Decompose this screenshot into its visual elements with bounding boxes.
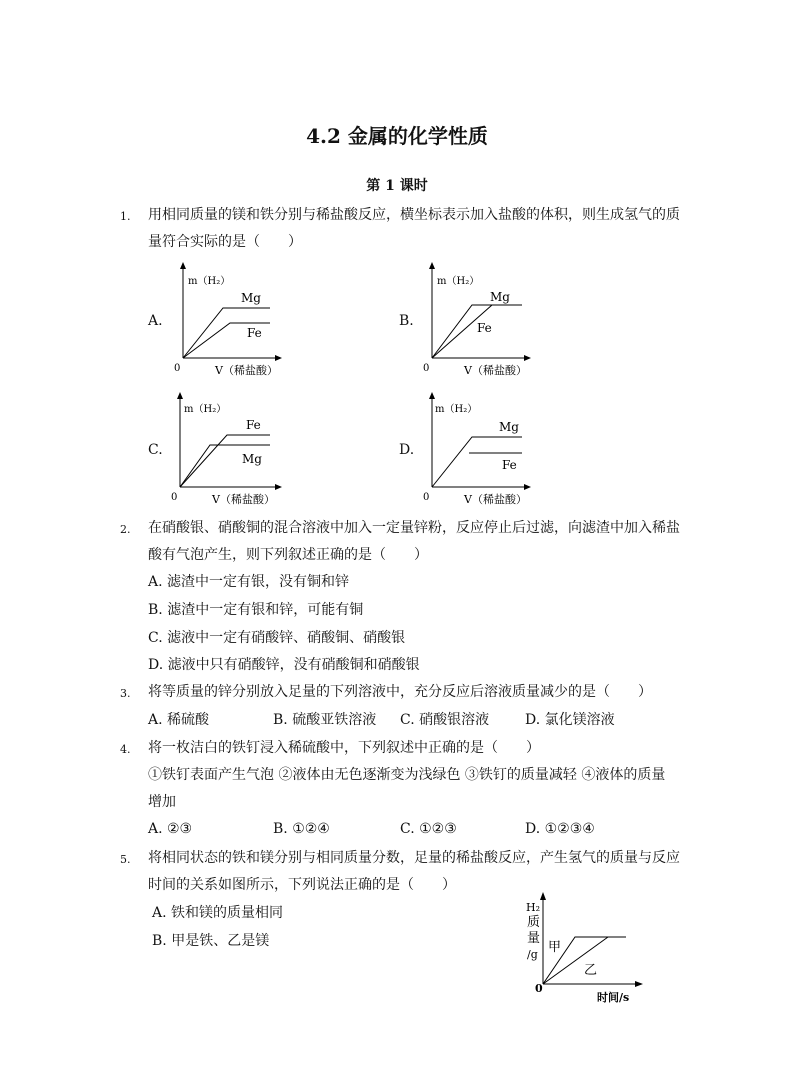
q1-stem-line2: 量符合实际的是（ ）	[148, 234, 302, 250]
q3-stem: 将等质量的锌分别放入足量的下列溶液中，充分反应后溶液质量减少的是（ ）	[148, 684, 652, 700]
x-label: V（稀盐酸）	[212, 493, 275, 506]
q2-stem-line2: 酸有气泡产生，则下列叙述正确的是（ ）	[148, 547, 428, 563]
q2-option-d: D. 滤液中只有硝酸锌，没有硝酸铜和硝酸银	[148, 657, 420, 673]
origin-label: 0	[423, 363, 430, 374]
origin-label: 0	[423, 492, 430, 503]
q4-option-c: C. ①②③	[400, 821, 457, 837]
upper-label: Mg	[499, 420, 519, 434]
origin-label: 0	[174, 363, 181, 374]
q2-option-b: B. 滤渣中一定有银和锌，可能有铜	[148, 602, 364, 618]
x-axis-arrow	[635, 981, 643, 987]
upper-label: Mg	[490, 290, 510, 304]
q4-option-d: D. ①②③④	[525, 821, 595, 837]
x-label: V（稀盐酸）	[464, 364, 527, 377]
x-axis-arrow	[524, 355, 531, 361]
q2-option-a: A. 滤渣中一定有银，没有铜和锌	[148, 574, 350, 590]
y-label: m（H₂）	[435, 404, 478, 415]
q4-option-b: B. ①②④	[273, 821, 330, 837]
q5-number: 5.	[120, 853, 131, 866]
q3-option-b: B. 硫酸亚铁溶液	[273, 712, 377, 728]
q1-graph-b	[419, 260, 539, 380]
q1-graph-d	[419, 390, 539, 510]
lower-label: Fe	[502, 458, 517, 472]
q1-option-a-letter: A.	[148, 313, 163, 329]
upper-label: Fe	[246, 418, 261, 432]
q1-graph-c	[170, 390, 290, 510]
page-title: 4.2 金属的化学性质	[306, 124, 488, 148]
lower-label: Fe	[247, 326, 262, 340]
origin-label: 0	[535, 982, 543, 995]
q4-stem-line1: 将一枚洁白的铁钉浸入稀硫酸中，下列叙述中正确的是（ ）	[148, 740, 540, 756]
q1-option-c-letter: C.	[148, 442, 163, 458]
q2-option-c: C. 滤液中一定有硝酸锌、硝酸铜、硝酸银	[148, 630, 406, 646]
q5-graph	[520, 890, 650, 1005]
y-label-unit: /g	[527, 948, 538, 961]
x-label: V（稀盐酸）	[215, 364, 278, 377]
y-axis-arrow	[429, 262, 435, 269]
upper-label: Mg	[241, 291, 261, 305]
q2-stem-line1: 在硝酸银、硝酸铜的混合溶液中加入一定量锌粉，反应停止后过滤，向滤渣中加入稀盐	[148, 520, 680, 536]
x-axis-arrow	[275, 484, 282, 490]
q4-number: 4.	[120, 743, 131, 756]
q3-option-d: D. 氯化镁溶液	[525, 712, 615, 728]
q3-option-a: A. 稀硫酸	[148, 712, 210, 728]
q1-option-d-letter: D.	[399, 442, 415, 458]
q4-stem-line3: 增加	[148, 794, 176, 810]
y-label-char1: 质	[527, 915, 541, 930]
x-axis-arrow	[524, 484, 531, 490]
lower-label: Fe	[477, 321, 492, 335]
x-label: V（稀盐酸）	[464, 493, 527, 506]
y-axis-arrow	[540, 892, 546, 900]
q4-stem-line2: ①铁钉表面产生气泡 ②液体由无色逐渐变为浅绿色 ③铁钉的质量减轻 ④液体的质量	[148, 767, 666, 783]
label-yi: 乙	[584, 963, 598, 978]
label-jia: 甲	[548, 940, 562, 955]
q3-option-c: C. 硝酸银溶液	[400, 712, 490, 728]
y-label: m（H₂）	[437, 276, 480, 287]
q1-option-b-letter: B.	[399, 313, 414, 329]
y-label-h2: H₂	[526, 901, 541, 914]
q3-number: 3.	[120, 687, 131, 700]
origin-label: 0	[171, 492, 178, 503]
y-axis-arrow	[429, 392, 435, 399]
q1-number: 1.	[120, 210, 131, 223]
q5-option-b: B. 甲是铁、乙是镁	[152, 933, 270, 949]
q5-stem-line1: 将相同状态的铁和镁分别与相同质量分数，足量的稀盐酸反应，产生氢气的质量与反应	[148, 850, 680, 866]
lower-label: Mg	[242, 452, 262, 466]
y-label: m（H₂）	[184, 404, 227, 415]
q5-stem-line2: 时间的关系如图所示，下列说法正确的是（ ）	[148, 877, 456, 893]
x-label: 时间/s	[597, 991, 630, 1004]
q2-number: 2.	[120, 523, 131, 536]
q5-option-a: A. 铁和镁的质量相同	[152, 905, 284, 921]
q4-option-a: A. ②③	[148, 821, 193, 837]
x-axis-arrow	[275, 355, 282, 361]
y-axis-arrow	[177, 392, 183, 399]
q1-stem-line1: 用相同质量的镁和铁分别与稀盐酸反应，横坐标表示加入盐酸的体积，则生成氢气的质	[148, 207, 680, 223]
q1-graph-a	[170, 260, 290, 380]
y-label: m（H₂）	[188, 276, 231, 287]
y-label-char2: 量	[527, 931, 541, 946]
page-subtitle: 第 1 课时	[366, 178, 428, 194]
y-axis-arrow	[180, 262, 186, 269]
